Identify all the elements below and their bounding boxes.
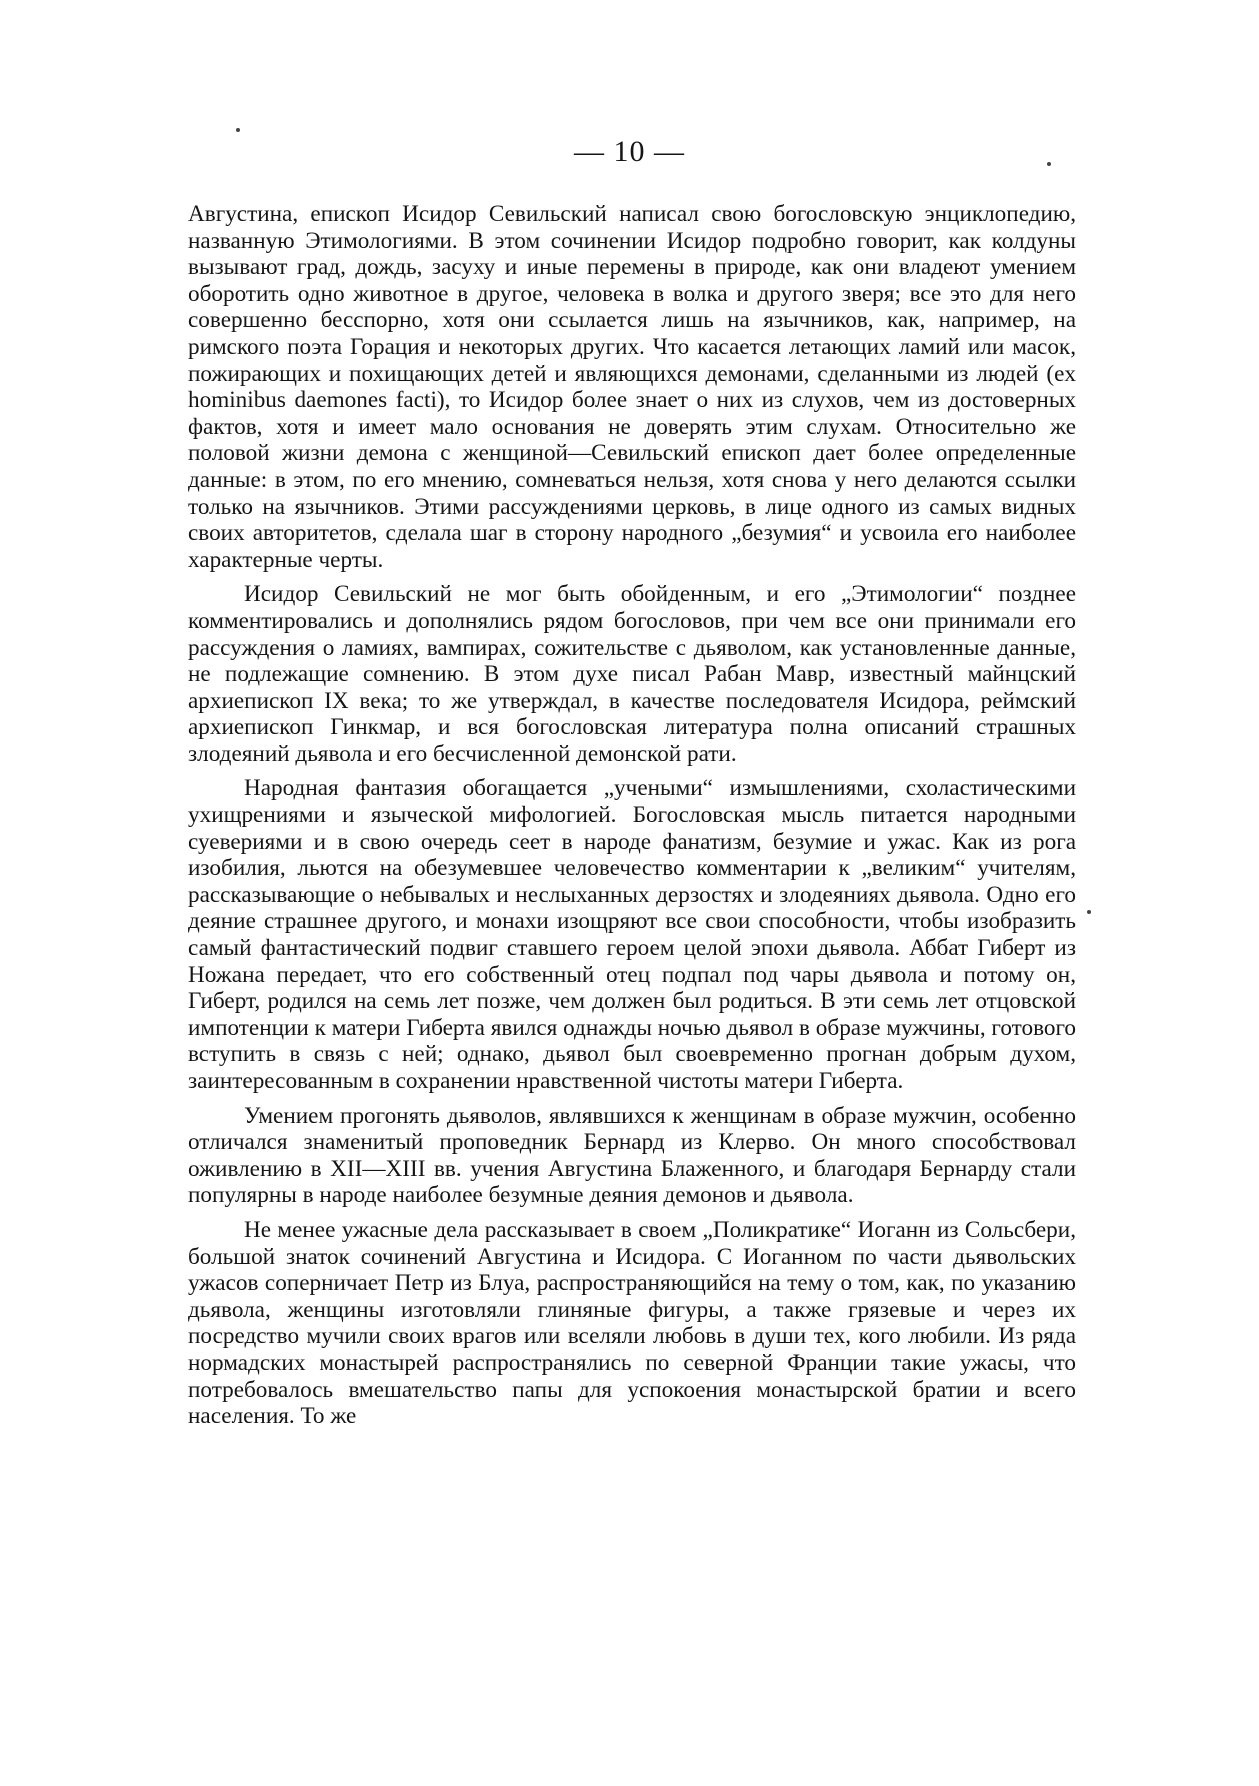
paragraph: Не менее ужасные дела рассказывает в своем „Поликратике“ Иоганн из Сольсбери, большой знаток сочинений Августина и Исидора. С Иоганном по части дьявольских ужасов соперничает Петр из Блуа, распространяющийся на тему о том, как, по указанию дьявола, женщины изготовляли глиняные фигуры, а также грязевые и через их посредство мучили своих врагов или вселяли любовь в души тех, кого любили. Из ряда нормадских монастырей распространялись по северной Франции такие ужасы, что потребовалось вмешательство папы для успокоения монастырской братии и всего населения. То же — [188, 1216, 1076, 1430]
paragraph: Августина, епископ Исидор Севильский написал свою богословскую энциклопедию, названную Этимологиями. В этом сочинении Исидор подробно говорит, как колдуны вызывают град, дождь, засуху и иные перемены в природе, как они владеют умением оборотить одно животное в другое, человека в волка и другого зверя; все это для него совершенно бесспорно, хотя они ссылается лишь на язычников, как, например, на римского поэта Горация и некоторых других. Что касается летающих ламий или масок, пожирающих и похищающих детей и являющихся демонами, сделанными из людей (ex hominibus daemones facti), то Исидор более знает о них из слухов, чем из достоверных фактов, хотя и имеет мало основания не доверять этим слухам. Относительно же половой жизни демона с женщиной—Севильский епископ дает более определенные данные: в этом, по его мнению, сомневаться нельзя, хотя снова у него делаются ссылки только на язычников. Этими рассуждениями церковь, в лице одного из самых видных своих авторитетов, сделала шаг в сторону народного „безумия“ и усвоила его наиболее характерные черты. — [188, 201, 1076, 573]
paragraph: Народная фантазия обогащается „учеными“ измышлениями, схоластическими ухищрениями и языческой мифологией. Богословская мысль питается народными суевериями и в свою очередь сеет в народе фанатизм, безумие и ужас. Как из рога изобилия, льются на обезумевшее человечество комментарии к „великим“ учителям, рассказывающие о небывалых и неслыханных дерзостях и злодеяниях дьявола. Одно его деяние страшнее другого, и монахи изощряют все свои способности, чтобы изобразить самый фантастический подвиг ставшего героем целой эпохи дьявола. Аббат Гиберт из Ножана передает, что его собственный отец подпал под чары дьявола и потому он, Гиберт, родился на семь лет позже, чем должен был родиться. В эти семь лет отцовской импотенции к матери Гиберта явился однажды ночью дьявол в образе мужчины, готового вступить в связь с ней; однако, дьявол был своевременно прогнан добрым духом, заинтересованным в сохранении нравственной чистоты матери Гиберта. — [188, 775, 1076, 1094]
paragraph: Умением прогонять дьяволов, являвшихся к женщинам в образе мужчин, особенно отличался знаменитый проповедник Бернард из Клерво. Он много способствовал оживлению в XII—XIII вв. учения Августина Блаженного, и благодаря Бернарду стали популярны в народе наиболее безумные деяния демонов и дьявола. — [188, 1102, 1076, 1209]
print-speck-decoration — [1087, 910, 1091, 914]
paragraph: Исидор Севильский не мог быть обойденным, и его „Этимологии“ позднее комментировались и дополнялись рядом богословов, при чем все они принимали его рассуждения о ламиях, вампирах, сожительстве с дьяволом, как установленные данные, не подлежащие сомнению. В этом духе писал Рабан Мавр, известный майнцский архиепископ IX века; то же утверждал, в качестве последователя Исидора, реймский архиепископ Гинкмар, и вся богословская литература полна описаний страшных злодеяний дьявола и его бесчисленной демонской рати. — [188, 581, 1076, 767]
print-speck-decoration — [1047, 162, 1051, 166]
page-number: — 10 — — [574, 135, 685, 168]
body-text — [188, 201, 1076, 1438]
print-speck-decoration — [236, 128, 240, 132]
